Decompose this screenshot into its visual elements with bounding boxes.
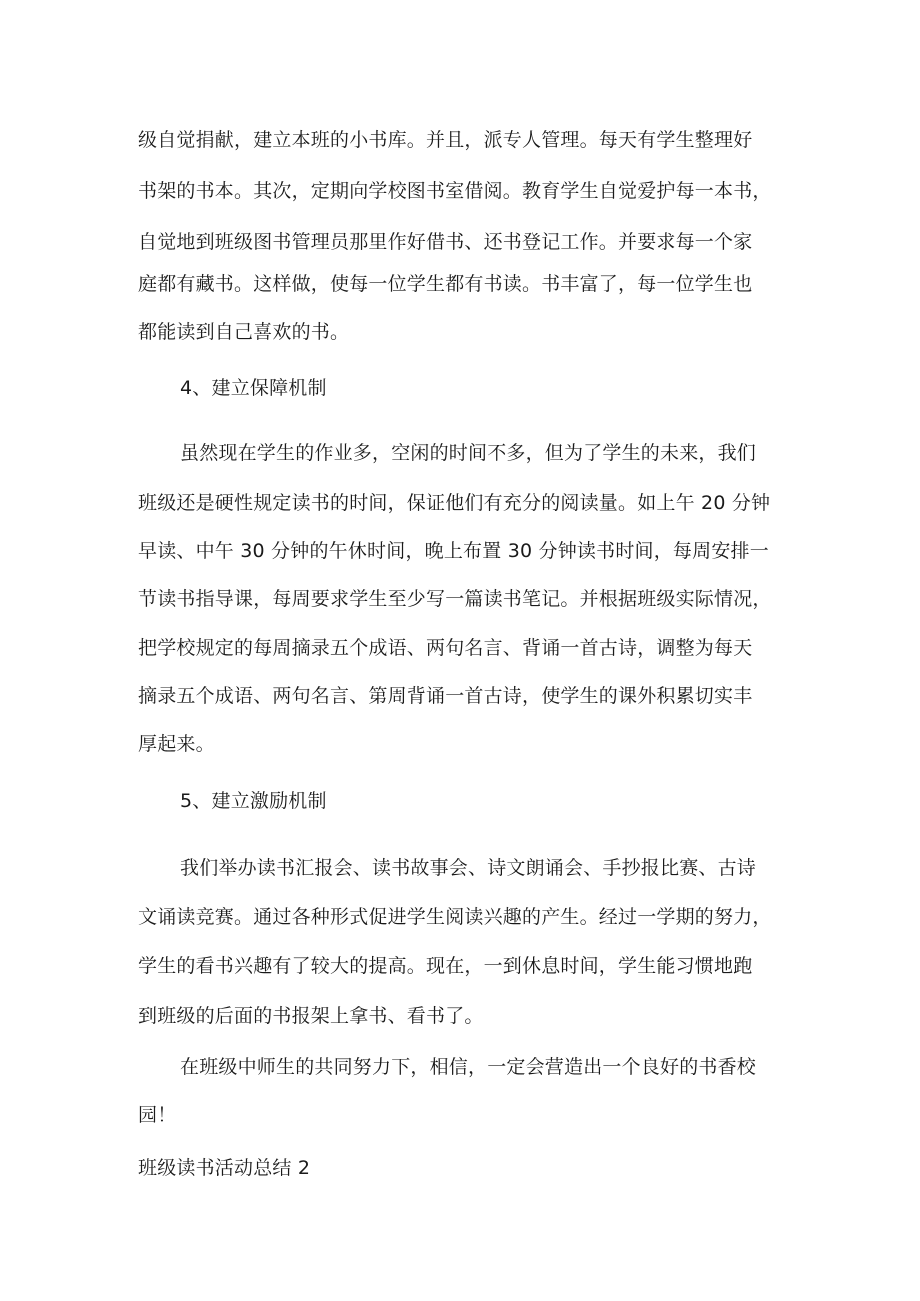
text-line: 把学校规定的每周摘录五个成语、两句名言、背诵一首古诗，调整为每天 — [138, 637, 753, 659]
text-line: 都能读到自己喜欢的书。 — [138, 321, 350, 343]
text-line: 节读书指导课，每周要求学生至少写一篇读书笔记。并根据班级实际情况， — [138, 588, 772, 610]
text-line: 文诵读竞赛。通过各种形式促进学生阅读兴趣的产生。经过一学期的努力， — [138, 906, 772, 928]
text-line: 庭都有藏书。这样做，使每一位学生都有书读。书丰富了，每一位学生也 — [138, 273, 753, 295]
text-line: 早读、中午 30 分钟的午休时间，晚上布置 30 分钟读书时间，每周安排一 — [138, 540, 769, 562]
text-line: 我们举办读书汇报会、读书故事会、诗文朗诵会、手抄报比赛、古诗 — [180, 857, 757, 879]
text-line: 书架的书本。其次，定期向学校图书室借阅。教育学生自觉爱护每一本书， — [138, 180, 772, 202]
text-line: 学生的看书兴趣有了较大的提高。现在，一到休息时间，学生能习惯地跑 — [138, 955, 753, 977]
text-line: 到班级的后面的书报架上拿书、看书了。 — [138, 1005, 484, 1027]
text-line: 自觉地到班级图书管理员那里作好借书、还书登记工作。并要求每一个家 — [138, 231, 753, 253]
text-line: 级自觉捐献，建立本班的小书库。并且，派专人管理。每天有学生整理好 — [138, 129, 753, 151]
text-line: 在班级中师生的共同努力下，相信，一定会营造出一个良好的书香校 — [180, 1056, 757, 1078]
section-title: 班级读书活动总结 2 — [138, 1157, 311, 1179]
text-line: 摘录五个成语、两句名言、第周背诵一首古诗，使学生的课外积累切实丰 — [138, 685, 753, 707]
text-line: 班级还是硬性规定读书的时间，保证他们有充分的阅读量。如上午 20 分钟 — [138, 492, 771, 514]
text-line: 园！ — [138, 1104, 177, 1126]
heading-incentive: 5、建立激励机制 — [180, 790, 327, 812]
text-line: 虽然现在学生的作业多，空闲的时间不多，但为了学生的未来，我们 — [180, 442, 757, 464]
text-line: 厚起来。 — [138, 733, 215, 755]
heading-guarantee: 4、建立保障机制 — [180, 377, 327, 399]
